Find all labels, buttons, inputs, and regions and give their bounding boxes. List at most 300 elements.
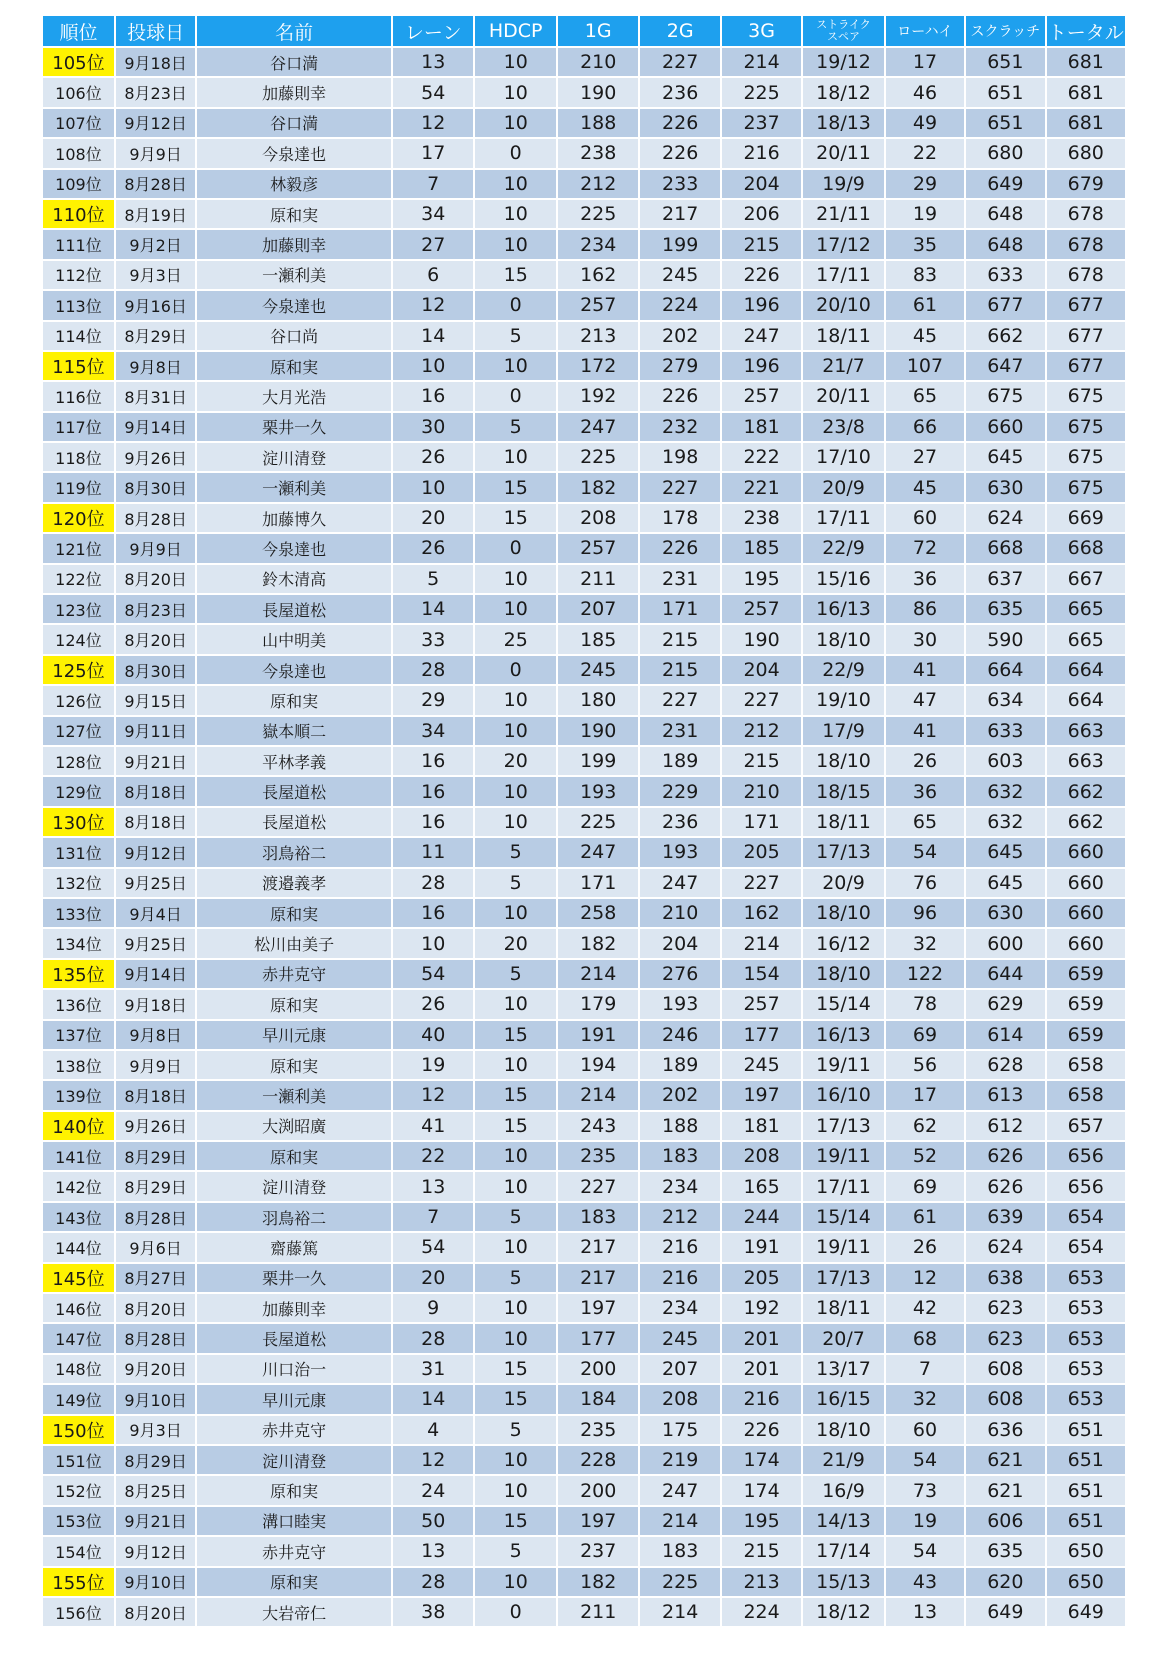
table-row (43, 1080, 1126, 1110)
game3-cell: 215 (721, 746, 802, 776)
table-row (43, 898, 1126, 928)
game3-cell: 214 (721, 47, 802, 77)
scratch-cell: 644 (965, 959, 1045, 989)
scratch-cell: 651 (965, 47, 1045, 77)
total-cell: 651 (1046, 1475, 1126, 1505)
total-cell: 680 (1046, 138, 1126, 168)
hdcp-cell: 25 (474, 624, 556, 654)
game2-cell: 226 (639, 381, 720, 411)
rank-cell: 115位 (43, 351, 115, 381)
low-high-cell: 86 (885, 594, 965, 624)
low-high-cell: 19 (885, 199, 965, 229)
low-high-cell: 96 (885, 898, 965, 928)
scratch-cell: 651 (965, 108, 1045, 138)
game3-cell: 244 (721, 1202, 802, 1232)
table-row (43, 1354, 1126, 1384)
table-row (43, 1293, 1126, 1323)
date-cell: 8月29日 (115, 1141, 196, 1171)
scratch-cell: 621 (965, 1475, 1045, 1505)
total-cell: 679 (1046, 169, 1126, 199)
scratch-cell: 664 (965, 655, 1045, 685)
date-cell: 8月29日 (115, 1171, 196, 1201)
table-row (43, 1323, 1126, 1353)
game3-cell: 238 (721, 503, 802, 533)
game2-cell: 216 (639, 1232, 720, 1262)
header-lane: レーン (392, 16, 474, 47)
game1-cell: 247 (557, 837, 639, 867)
lane-cell: 14 (392, 1384, 474, 1414)
game1-cell: 162 (557, 260, 639, 290)
hdcp-cell: 10 (474, 564, 556, 594)
total-cell: 651 (1046, 1506, 1126, 1536)
game2-cell: 199 (639, 229, 720, 259)
rank-cell: 113位 (43, 290, 115, 320)
game1-cell: 257 (557, 290, 639, 320)
name-cell: 渡邉義孝 (196, 868, 392, 898)
hdcp-cell: 10 (474, 77, 556, 107)
strike-spare-cell: 13/17 (802, 1354, 884, 1384)
low-high-cell: 30 (885, 624, 965, 654)
game3-cell: 181 (721, 412, 802, 442)
name-cell: 谷口尚 (196, 321, 392, 351)
strike-spare-cell: 16/10 (802, 1080, 884, 1110)
scratch-cell: 651 (965, 77, 1045, 107)
game1-cell: 180 (557, 685, 639, 715)
date-cell: 9月11日 (115, 716, 196, 746)
header-date: 投球日 (115, 16, 196, 47)
game2-cell: 210 (639, 898, 720, 928)
low-high-cell: 36 (885, 564, 965, 594)
game1-cell: 257 (557, 533, 639, 563)
lane-cell: 16 (392, 807, 474, 837)
rank-cell: 129位 (43, 776, 115, 806)
table-row (43, 47, 1126, 77)
lane-cell: 16 (392, 381, 474, 411)
game1-cell: 194 (557, 1050, 639, 1080)
game3-cell: 196 (721, 290, 802, 320)
game3-cell: 257 (721, 594, 802, 624)
hdcp-cell: 10 (474, 108, 556, 138)
date-cell: 9月15日 (115, 685, 196, 715)
game1-cell: 190 (557, 716, 639, 746)
game1-cell: 211 (557, 1597, 639, 1627)
game1-cell: 243 (557, 1111, 639, 1141)
hdcp-cell: 20 (474, 746, 556, 776)
strike-spare-cell: 17/11 (802, 1171, 884, 1201)
lane-cell: 28 (392, 1323, 474, 1353)
scratch-cell: 628 (965, 1050, 1045, 1080)
hdcp-cell: 10 (474, 1323, 556, 1353)
game2-cell: 217 (639, 199, 720, 229)
strike-spare-cell: 21/9 (802, 1445, 884, 1475)
date-cell: 8月30日 (115, 472, 196, 502)
scratch-cell: 638 (965, 1263, 1045, 1293)
date-cell: 9月12日 (115, 1536, 196, 1566)
total-cell: 649 (1046, 1597, 1126, 1627)
rank-cell: 117位 (43, 412, 115, 442)
low-high-cell: 32 (885, 1384, 965, 1414)
game3-cell: 210 (721, 776, 802, 806)
strike-spare-cell: 18/10 (802, 1415, 884, 1445)
name-cell: 齋藤篤 (196, 1232, 392, 1262)
game1-cell: 179 (557, 989, 639, 1019)
table-row (43, 1384, 1126, 1414)
game2-cell: 232 (639, 412, 720, 442)
table-body (43, 47, 1126, 1627)
game3-cell: 216 (721, 1384, 802, 1414)
game3-cell: 224 (721, 1597, 802, 1627)
table-row (43, 928, 1126, 958)
rank-cell: 147位 (43, 1323, 115, 1353)
game1-cell: 245 (557, 655, 639, 685)
game1-cell: 207 (557, 594, 639, 624)
table-row (43, 776, 1126, 806)
table-row (43, 229, 1126, 259)
game3-cell: 225 (721, 77, 802, 107)
game3-cell: 177 (721, 1020, 802, 1050)
game2-cell: 234 (639, 1171, 720, 1201)
hdcp-cell: 15 (474, 503, 556, 533)
strike-spare-cell: 21/7 (802, 351, 884, 381)
table-row (43, 564, 1126, 594)
rank-cell: 143位 (43, 1202, 115, 1232)
table-row (43, 594, 1126, 624)
date-cell: 9月9日 (115, 138, 196, 168)
low-high-cell: 36 (885, 776, 965, 806)
table-row (43, 138, 1126, 168)
lane-cell: 26 (392, 989, 474, 1019)
rank-cell: 136位 (43, 989, 115, 1019)
scratch-cell: 614 (965, 1020, 1045, 1050)
rank-cell: 109位 (43, 169, 115, 199)
rank-cell: 140位 (43, 1111, 115, 1141)
table-row (43, 472, 1126, 502)
rank-cell: 122位 (43, 564, 115, 594)
game3-cell: 191 (721, 1232, 802, 1262)
strike-spare-cell: 22/9 (802, 533, 884, 563)
game2-cell: 234 (639, 1293, 720, 1323)
date-cell: 8月20日 (115, 1597, 196, 1627)
date-cell: 9月9日 (115, 1050, 196, 1080)
name-cell: 赤井克守 (196, 959, 392, 989)
lane-cell: 4 (392, 1415, 474, 1445)
table-row (43, 959, 1126, 989)
low-high-cell: 29 (885, 169, 965, 199)
table-row (43, 1141, 1126, 1171)
hdcp-cell: 0 (474, 655, 556, 685)
game1-cell: 258 (557, 898, 639, 928)
name-cell: 溝口睦実 (196, 1506, 392, 1536)
name-cell: 今泉達也 (196, 533, 392, 563)
name-cell: 大渕昭廣 (196, 1111, 392, 1141)
scratch-cell: 677 (965, 290, 1045, 320)
name-cell: 原和実 (196, 1475, 392, 1505)
game3-cell: 165 (721, 1171, 802, 1201)
hdcp-cell: 5 (474, 1415, 556, 1445)
game3-cell: 237 (721, 108, 802, 138)
name-cell: 淀川清登 (196, 1445, 392, 1475)
rank-cell: 149位 (43, 1384, 115, 1414)
name-cell: 谷口満 (196, 47, 392, 77)
date-cell: 9月3日 (115, 1415, 196, 1445)
hdcp-cell: 10 (474, 685, 556, 715)
strike-spare-cell: 19/11 (802, 1232, 884, 1262)
game1-cell: 200 (557, 1475, 639, 1505)
game1-cell: 238 (557, 138, 639, 168)
name-cell: 淀川清登 (196, 442, 392, 472)
date-cell: 9月8日 (115, 351, 196, 381)
name-cell: 原和実 (196, 1567, 392, 1597)
game2-cell: 202 (639, 1080, 720, 1110)
scratch-cell: 600 (965, 928, 1045, 958)
table-row (43, 1111, 1126, 1141)
total-cell: 675 (1046, 442, 1126, 472)
strike-spare-cell: 23/8 (802, 412, 884, 442)
hdcp-cell: 10 (474, 1475, 556, 1505)
hdcp-cell: 5 (474, 959, 556, 989)
name-cell: 山中明美 (196, 624, 392, 654)
game2-cell: 231 (639, 564, 720, 594)
strike-spare-cell: 15/14 (802, 989, 884, 1019)
date-cell: 9月10日 (115, 1384, 196, 1414)
total-cell: 677 (1046, 351, 1126, 381)
game1-cell: 183 (557, 1202, 639, 1232)
total-cell: 663 (1046, 716, 1126, 746)
strike-spare-cell: 22/9 (802, 655, 884, 685)
hdcp-cell: 15 (474, 472, 556, 502)
hdcp-cell: 5 (474, 1536, 556, 1566)
table-row (43, 169, 1126, 199)
hdcp-cell: 10 (474, 898, 556, 928)
game2-cell: 178 (639, 503, 720, 533)
rank-cell: 144位 (43, 1232, 115, 1262)
date-cell: 9月25日 (115, 868, 196, 898)
header-strike-spare (802, 16, 884, 47)
scratch-cell: 603 (965, 746, 1045, 776)
date-cell: 9月21日 (115, 1506, 196, 1536)
rank-cell: 150位 (43, 1415, 115, 1445)
hdcp-cell: 0 (474, 138, 556, 168)
game2-cell: 198 (639, 442, 720, 472)
name-cell: 長屋道松 (196, 1323, 392, 1353)
hdcp-cell: 0 (474, 533, 556, 563)
total-cell: 667 (1046, 564, 1126, 594)
rank-cell: 130位 (43, 807, 115, 837)
name-cell: 原和実 (196, 898, 392, 928)
game3-cell: 216 (721, 138, 802, 168)
scratch-cell: 630 (965, 898, 1045, 928)
game2-cell: 226 (639, 108, 720, 138)
scratch-cell: 626 (965, 1141, 1045, 1171)
lane-cell: 20 (392, 503, 474, 533)
date-cell: 8月23日 (115, 594, 196, 624)
total-cell: 678 (1046, 229, 1126, 259)
table-row (43, 989, 1126, 1019)
game2-cell: 246 (639, 1020, 720, 1050)
hdcp-cell: 10 (474, 1293, 556, 1323)
total-cell: 677 (1046, 290, 1126, 320)
rank-cell: 139位 (43, 1080, 115, 1110)
low-high-cell: 66 (885, 412, 965, 442)
rank-cell: 123位 (43, 594, 115, 624)
header-scratch: スクラッチ (965, 16, 1045, 47)
game1-cell: 171 (557, 868, 639, 898)
game2-cell: 279 (639, 351, 720, 381)
game1-cell: 200 (557, 1354, 639, 1384)
name-cell: 今泉達也 (196, 290, 392, 320)
game3-cell: 201 (721, 1354, 802, 1384)
low-high-cell: 54 (885, 1536, 965, 1566)
rank-cell: 112位 (43, 260, 115, 290)
hdcp-cell: 5 (474, 321, 556, 351)
game2-cell: 236 (639, 807, 720, 837)
hdcp-cell: 10 (474, 989, 556, 1019)
rank-cell: 153位 (43, 1506, 115, 1536)
lane-cell: 5 (392, 564, 474, 594)
low-high-cell: 19 (885, 1506, 965, 1536)
strike-spare-cell: 18/13 (802, 108, 884, 138)
game1-cell: 185 (557, 624, 639, 654)
rank-cell: 133位 (43, 898, 115, 928)
total-cell: 659 (1046, 989, 1126, 1019)
total-cell: 664 (1046, 655, 1126, 685)
name-cell: 嶽本順二 (196, 716, 392, 746)
hdcp-cell: 0 (474, 1597, 556, 1627)
low-high-cell: 61 (885, 1202, 965, 1232)
game3-cell: 257 (721, 381, 802, 411)
lane-cell: 19 (392, 1050, 474, 1080)
game1-cell: 199 (557, 746, 639, 776)
total-cell: 659 (1046, 959, 1126, 989)
game1-cell: 228 (557, 1445, 639, 1475)
strike-spare-cell: 16/12 (802, 928, 884, 958)
scratch-cell: 620 (965, 1567, 1045, 1597)
table-row (43, 381, 1126, 411)
low-high-cell: 54 (885, 837, 965, 867)
game3-cell: 213 (721, 1567, 802, 1597)
scratch-cell: 629 (965, 989, 1045, 1019)
hdcp-cell: 10 (474, 776, 556, 806)
rank-cell: 114位 (43, 321, 115, 351)
game3-cell: 214 (721, 928, 802, 958)
game2-cell: 225 (639, 1567, 720, 1597)
hdcp-cell: 5 (474, 1263, 556, 1293)
name-cell: 鈴木清高 (196, 564, 392, 594)
name-cell: 一瀬利美 (196, 472, 392, 502)
lane-cell: 7 (392, 1202, 474, 1232)
scratch-cell: 639 (965, 1202, 1045, 1232)
game1-cell: 214 (557, 959, 639, 989)
strike-spare-cell: 17/9 (802, 716, 884, 746)
game2-cell: 231 (639, 716, 720, 746)
game2-cell: 245 (639, 1323, 720, 1353)
total-cell: 678 (1046, 260, 1126, 290)
lane-cell: 33 (392, 624, 474, 654)
header-spare-label: スペア (827, 30, 861, 43)
game2-cell: 207 (639, 1354, 720, 1384)
lane-cell: 11 (392, 837, 474, 867)
game2-cell: 214 (639, 1597, 720, 1627)
game2-cell: 212 (639, 1202, 720, 1232)
scratch-cell: 623 (965, 1323, 1045, 1353)
table-row (43, 1506, 1126, 1536)
game2-cell: 183 (639, 1141, 720, 1171)
strike-spare-cell: 18/15 (802, 776, 884, 806)
total-cell: 660 (1046, 868, 1126, 898)
lane-cell: 9 (392, 1293, 474, 1323)
game3-cell: 195 (721, 1506, 802, 1536)
low-high-cell: 27 (885, 442, 965, 472)
game1-cell: 235 (557, 1415, 639, 1445)
table-row (43, 655, 1126, 685)
total-cell: 663 (1046, 746, 1126, 776)
low-high-cell: 17 (885, 1080, 965, 1110)
date-cell: 8月28日 (115, 503, 196, 533)
game2-cell: 193 (639, 989, 720, 1019)
scratch-cell: 648 (965, 229, 1045, 259)
strike-spare-cell: 19/9 (802, 169, 884, 199)
name-cell: 赤井克守 (196, 1415, 392, 1445)
rank-cell: 111位 (43, 229, 115, 259)
low-high-cell: 107 (885, 351, 965, 381)
hdcp-cell: 5 (474, 1202, 556, 1232)
date-cell: 8月28日 (115, 1202, 196, 1232)
game1-cell: 211 (557, 564, 639, 594)
date-cell: 9月26日 (115, 442, 196, 472)
lane-cell: 12 (392, 108, 474, 138)
game1-cell: 184 (557, 1384, 639, 1414)
table-row (43, 1020, 1126, 1050)
game3-cell: 190 (721, 624, 802, 654)
low-high-cell: 46 (885, 77, 965, 107)
table-row (43, 1536, 1126, 1566)
game2-cell: 227 (639, 47, 720, 77)
game3-cell: 196 (721, 351, 802, 381)
game3-cell: 226 (721, 260, 802, 290)
name-cell: 早川元康 (196, 1020, 392, 1050)
rank-cell: 141位 (43, 1141, 115, 1171)
date-cell: 8月18日 (115, 1080, 196, 1110)
hdcp-cell: 10 (474, 594, 556, 624)
table-row (43, 1171, 1126, 1201)
name-cell: 原和実 (196, 685, 392, 715)
total-cell: 658 (1046, 1080, 1126, 1110)
hdcp-cell: 15 (474, 1506, 556, 1536)
date-cell: 8月27日 (115, 1263, 196, 1293)
low-high-cell: 76 (885, 868, 965, 898)
rank-cell: 119位 (43, 472, 115, 502)
hdcp-cell: 10 (474, 442, 556, 472)
game1-cell: 212 (557, 169, 639, 199)
date-cell: 8月31日 (115, 381, 196, 411)
game3-cell: 174 (721, 1445, 802, 1475)
strike-spare-cell: 16/9 (802, 1475, 884, 1505)
date-cell: 8月30日 (115, 655, 196, 685)
date-cell: 9月9日 (115, 533, 196, 563)
table-row (43, 716, 1126, 746)
rank-cell: 108位 (43, 138, 115, 168)
lane-cell: 29 (392, 685, 474, 715)
strike-spare-cell: 17/13 (802, 1263, 884, 1293)
game3-cell: 195 (721, 564, 802, 594)
low-high-cell: 69 (885, 1171, 965, 1201)
rank-cell: 134位 (43, 928, 115, 958)
strike-spare-cell: 18/12 (802, 77, 884, 107)
low-high-cell: 41 (885, 716, 965, 746)
rank-cell: 106位 (43, 77, 115, 107)
game2-cell: 183 (639, 1536, 720, 1566)
lane-cell: 14 (392, 321, 474, 351)
